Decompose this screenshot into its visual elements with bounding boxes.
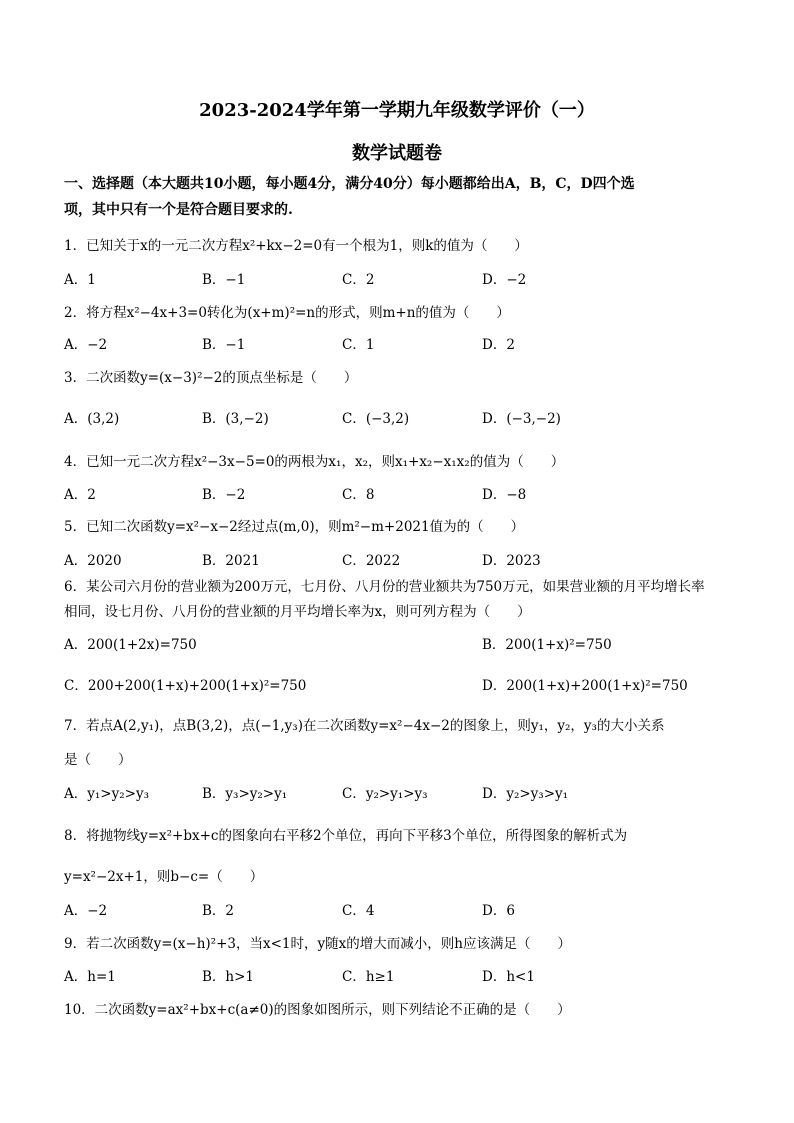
question-3-option-b: B．(3,−2) xyxy=(202,411,269,427)
question-9-stem: 9．若二次函数y=(x−h)²+3，当x<1时，y随x的增大而减小，则h应该满足（ ） xyxy=(64,936,571,952)
question-5-stem: 5．已知二次函数y=x²−x−2经过点(m,0)，则m²−m+2021值为的（ ） xyxy=(64,519,525,535)
page-subtitle: 数学试题卷 xyxy=(352,143,442,164)
question-2-option-b: B．−1 xyxy=(202,337,246,353)
question-1-option-a: A．1 xyxy=(64,272,96,288)
question-9-option-d: D．h<1 xyxy=(482,969,535,985)
question-6-option-d: D．200(1+x)+200(1+x)²=750 xyxy=(482,678,688,694)
question-8-stem-line1: 8．将抛物线y=x²+bx+c的图象向右平移2个单位，再向下平移3个单位，所得图象的解析式为 xyxy=(64,828,628,844)
section-heading-line2: 项，其中只有一个是符合题目要求的. xyxy=(64,202,293,218)
question-8-option-c: C．4 xyxy=(342,903,375,919)
question-7-option-c: C．y₂>y₁>y₃ xyxy=(342,786,428,802)
question-1-option-b: B．−1 xyxy=(202,272,246,288)
question-8-option-a: A．−2 xyxy=(64,903,108,919)
question-6-option-b: B．200(1+x)²=750 xyxy=(482,637,612,653)
question-7-option-d: D．y₂>y₃>y₁ xyxy=(482,786,569,802)
question-4-option-d: D．−8 xyxy=(482,487,527,503)
question-7-stem-line1: 7．若点A(2,y₁)，点B(3,2)，点(−1,y₃)在二次函数y=x²−4x−2的图象上，则y₁，y₂，y₃的大小关系 xyxy=(64,718,665,734)
question-5-option-a: A．2020 xyxy=(64,553,122,569)
section-heading-line1: 一、选择题（本大题共10小题，每小题4分，满分40分）每小题都给出A，B，C，D四个选 xyxy=(64,176,635,192)
question-3-stem: 3．二次函数y=(x−3)²−2的顶点坐标是（ ） xyxy=(64,370,358,386)
question-7-option-a: A．y₁>y₂>y₃ xyxy=(64,786,149,802)
question-7-stem-line2: 是（ ） xyxy=(64,752,132,768)
question-1-option-c: C．2 xyxy=(342,272,375,288)
question-5-option-b: B．2021 xyxy=(202,553,260,569)
question-8-option-b: B．2 xyxy=(202,903,235,919)
question-2-stem: 2．将方程x²−4x+3=0转化为(x+m)²=n的形式，则m+n的值为（ ） xyxy=(64,305,510,321)
question-4-stem: 4．已知一元二次方程x²−3x−5=0的两根为x₁，x₂，则x₁+x₂−x₁x₂的值为（ ） xyxy=(64,454,565,470)
question-4-option-c: C．8 xyxy=(342,487,375,503)
question-1-option-d: D．−2 xyxy=(482,272,527,288)
question-5-option-c: C．2022 xyxy=(342,553,401,569)
question-8-stem-line2: y=x²−2x+1，则b−c=（ ） xyxy=(64,869,264,885)
question-5-option-d: D．2023 xyxy=(482,553,541,569)
question-8-option-d: D．6 xyxy=(482,903,515,919)
question-9-option-c: C．h≥1 xyxy=(342,969,395,985)
page-title: 2023-2024学年第一学期九年级数学评价（一） xyxy=(199,100,595,121)
question-6-stem-line2: 相同，设七月份、八月份的营业额的月平均增长率为x，则可列方程为（ ） xyxy=(64,604,531,620)
question-2-option-a: A．−2 xyxy=(64,337,108,353)
question-1-stem: 1．已知关于x的一元二次方程x²+kx−2=0有一个根为1，则k的值为（ ） xyxy=(64,238,528,254)
question-3-option-d: D．(−3,−2) xyxy=(482,411,561,427)
question-2-option-d: D．2 xyxy=(482,337,515,353)
question-6-option-a: A．200(1+2x)=750 xyxy=(64,637,197,653)
question-4-option-a: A．2 xyxy=(64,487,96,503)
question-7-option-b: B．y₃>y₂>y₁ xyxy=(202,786,288,802)
question-2-option-c: C．1 xyxy=(342,337,375,353)
question-9-option-b: B．h>1 xyxy=(202,969,255,985)
question-4-option-b: B．−2 xyxy=(202,487,246,503)
question-3-option-c: C．(−3,2) xyxy=(342,411,410,427)
question-3-option-a: A．(3,2) xyxy=(64,411,120,427)
question-10-stem: 10．二次函数y=ax²+bx+c(a≠0)的图象如图所示，则下列结论不正确的是（ ） xyxy=(64,1002,571,1018)
question-6-stem-line1: 6．某公司六月份的营业额为200万元，七月份、八月份的营业额共为750万元，如果营业额的月平均增长率 xyxy=(64,579,705,595)
question-9-option-a: A．h=1 xyxy=(64,969,116,985)
question-6-option-c: C．200+200(1+x)+200(1+x)²=750 xyxy=(64,678,307,694)
